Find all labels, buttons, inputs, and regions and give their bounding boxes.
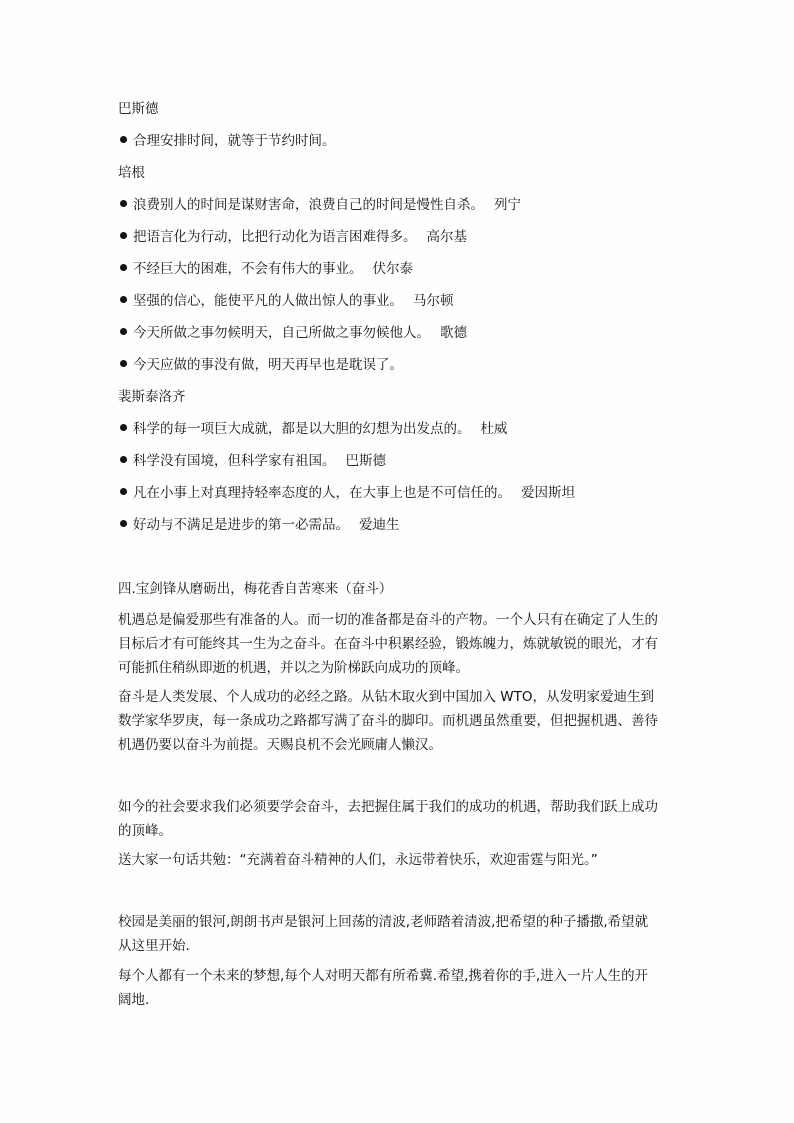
bullet-icon [120,264,127,271]
quote-item [120,196,521,214]
paragraph [118,964,678,1012]
bullet-icon [120,232,127,239]
paragraph [118,608,678,680]
author-label: 培根 [118,165,145,181]
quote-author: 爱因斯坦 [521,485,575,501]
paragraph-line: 机遇总是偏爱那些有准备的人。而一切的准备都是奋斗的产物。一个人只有在确定了人生的 [118,612,658,628]
quote-item [120,420,508,438]
quote-author: 列宁 [494,197,521,213]
quote-text: 不经巨大的困难，不会有伟大的事业。 [133,261,363,277]
quote-text: 科学没有国境，但科学家有祖国。 [133,453,336,469]
paragraph-line: 从这里开始. [118,938,190,954]
section-heading: 四.宝剑锋从磨砺出，梅花香自苦寒来（奋斗） [118,581,393,597]
quote-item [120,516,400,534]
bullet-icon [120,328,127,335]
bullet-icon [120,456,127,463]
quote-author: 杜威 [480,421,508,437]
paragraph-line: 可能抓住稍纵即逝的机遇，并以之为阶梯跃向成功的顶峰。 [118,660,469,676]
paragraph-line: 数学家华罗庚，每一条成功之路都写满了奋斗的脚印。而机遇虽然重要，但把握机遇、善待 [118,713,658,729]
paragraph-line: 如今的社会要求我们必须要学会奋斗，去把握住属于我们的成功的机遇，帮助我们跃上成功 [118,799,658,815]
paragraph [118,910,678,958]
quote-text: 合理安排时间，就等于节约时间。 [133,133,336,149]
quote-text: 科学的每一项巨大成就，都是以大胆的幻想为出发点的。 [133,421,471,437]
quote-author: 歌德 [440,325,467,341]
quote-item [120,260,413,278]
quote-item [120,452,386,470]
bullet-icon [120,200,127,207]
author-label: 裴斯泰洛齐 [118,389,186,405]
quote-author: 高尔基 [426,229,467,245]
paragraph-line: 校园是美丽的银河,朗朗书声是银河上回荡的清波,老师踏着清波,把希望的种子播撒,希望就 [118,914,649,930]
quote-item [120,356,413,374]
quote-text: 浪费别人的时间是谋财害命，浪费自己的时间是慢性自杀。 [133,197,484,213]
paragraph-line: 每个人都有一个未来的梦想,每个人对明天都有所希冀.希望,携着你的手,进入一片人生的开 [118,968,649,984]
quote-author: 伏尔泰 [372,261,413,277]
author-label: 巴斯德 [118,101,159,117]
paragraph-line: 的顶峰。 [118,823,172,839]
paragraph [118,795,678,843]
quote-text: 好动与不满足是进步的第一必需品。 [133,517,349,533]
quote-author: 爱迪生 [359,517,400,533]
paragraph-line: 机遇仍要以奋斗为前提。天赐良机不会光顾庸人懒汉。 [118,737,442,753]
paragraph-line: 送大家一句话共勉：“充满着奋斗精神的人们，永远带着快乐，欢迎雷霆与阳光。” [118,852,598,868]
paragraph [118,685,678,757]
bullet-icon [120,296,127,303]
quote-text: 把语言化为行动，比把行动化为语言困难得多。 [133,229,417,245]
quote-text: 坚强的信心，能使平凡的人做出惊人的事业。 [133,293,403,309]
bullet-icon [120,360,127,367]
bullet-icon [120,136,127,143]
quote-author: 马尔顿 [413,293,454,309]
quote-text: 凡在小事上对真理持轻率态度的人，在大事上也是不可信任的。 [133,485,511,501]
quote-item [120,324,467,342]
bullet-icon [120,520,127,527]
paragraph-line: 阔地. [118,992,150,1008]
quote-item [120,484,575,502]
paragraph-line: 奋斗是人类发展、个人成功的必经之路。从钻木取火到中国加入 WTO，从发明家爱迪生到 [118,689,655,705]
quote-author: 巴斯德 [345,453,386,469]
bullet-icon [120,488,127,495]
quote-item [120,228,467,246]
bullet-icon [120,424,127,431]
paragraph [118,848,678,872]
paragraph-line: 目标后才有可能终其一生为之奋斗。在奋斗中积累经验，锻炼魄力，炼就敏锐的眼光，才有 [118,636,658,652]
quote-text: 今天所做之事勿候明天，自己所做之事勿候他人。 [133,325,430,341]
quote-text: 今天应做的事没有做，明天再早也是耽误了。 [133,357,403,373]
quote-item [120,132,336,150]
quote-item [120,292,454,310]
